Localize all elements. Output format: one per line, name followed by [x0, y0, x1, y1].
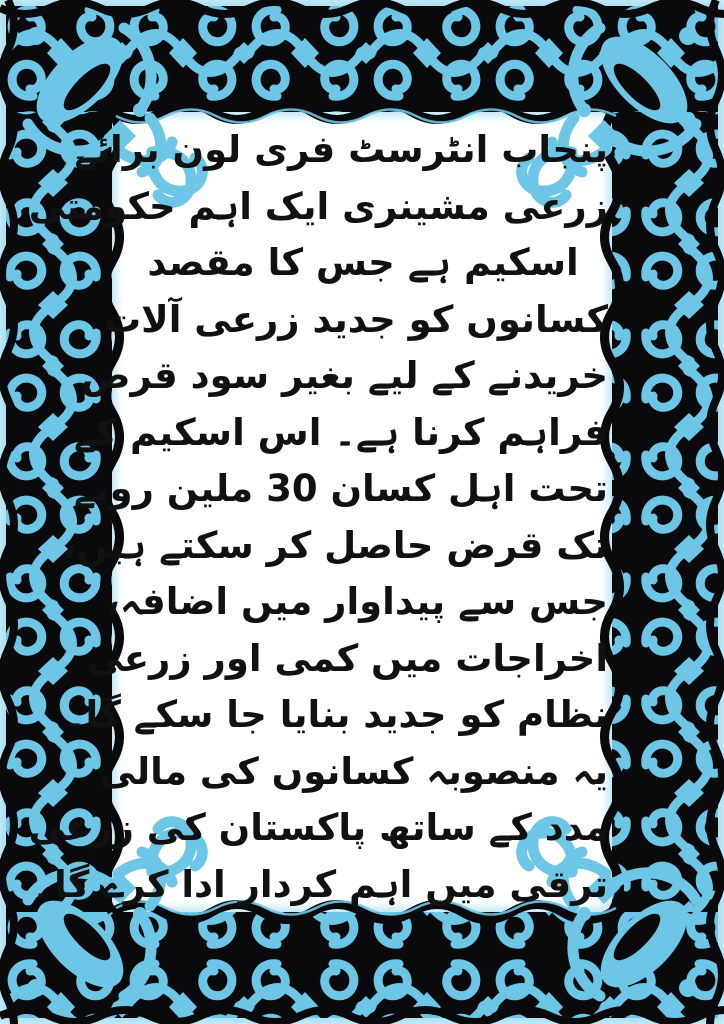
text-line-10: اخراجات میں کمی اور زرعی [86, 636, 608, 680]
poster-text-block [28, 118, 608, 910]
text-line-9: جس سے پیداوار میں اضافہ، [105, 580, 608, 623]
text-line-6: فراہم کرنا ہے۔ اس اسکیم کے [73, 410, 608, 454]
text-line-11: نظام کو جدید بنایا جا سکے گا۔ [63, 693, 608, 736]
text-line-3: اسکیم ہے جس کا مقصد [147, 241, 579, 284]
text-line-8: تک قرض حاصل کر سکتے ہیں، [62, 523, 608, 567]
text-line-7: تحت اہل کسان 30 ملین روپے [74, 467, 608, 510]
text-line-4: کسانوں کو جدید زرعی آلات [104, 297, 608, 341]
text-line-14: ترقی میں اہم کردار ادا کرے گا۔ [32, 862, 608, 906]
text-line-5: خریدنے کے لیے بغیر سود قرض [80, 354, 608, 397]
text-line-2: زرعی مشینری ایک اہم حکومتی [28, 184, 608, 228]
text-line-12: یہ منصوبہ کسانوں کی مالی [98, 749, 608, 793]
text-line-1: پنجاب انٹرسٹ فری لون برائے [74, 128, 608, 171]
text-line-13: مدد کے ساتھ پاکستان کی زرعی [28, 806, 608, 849]
